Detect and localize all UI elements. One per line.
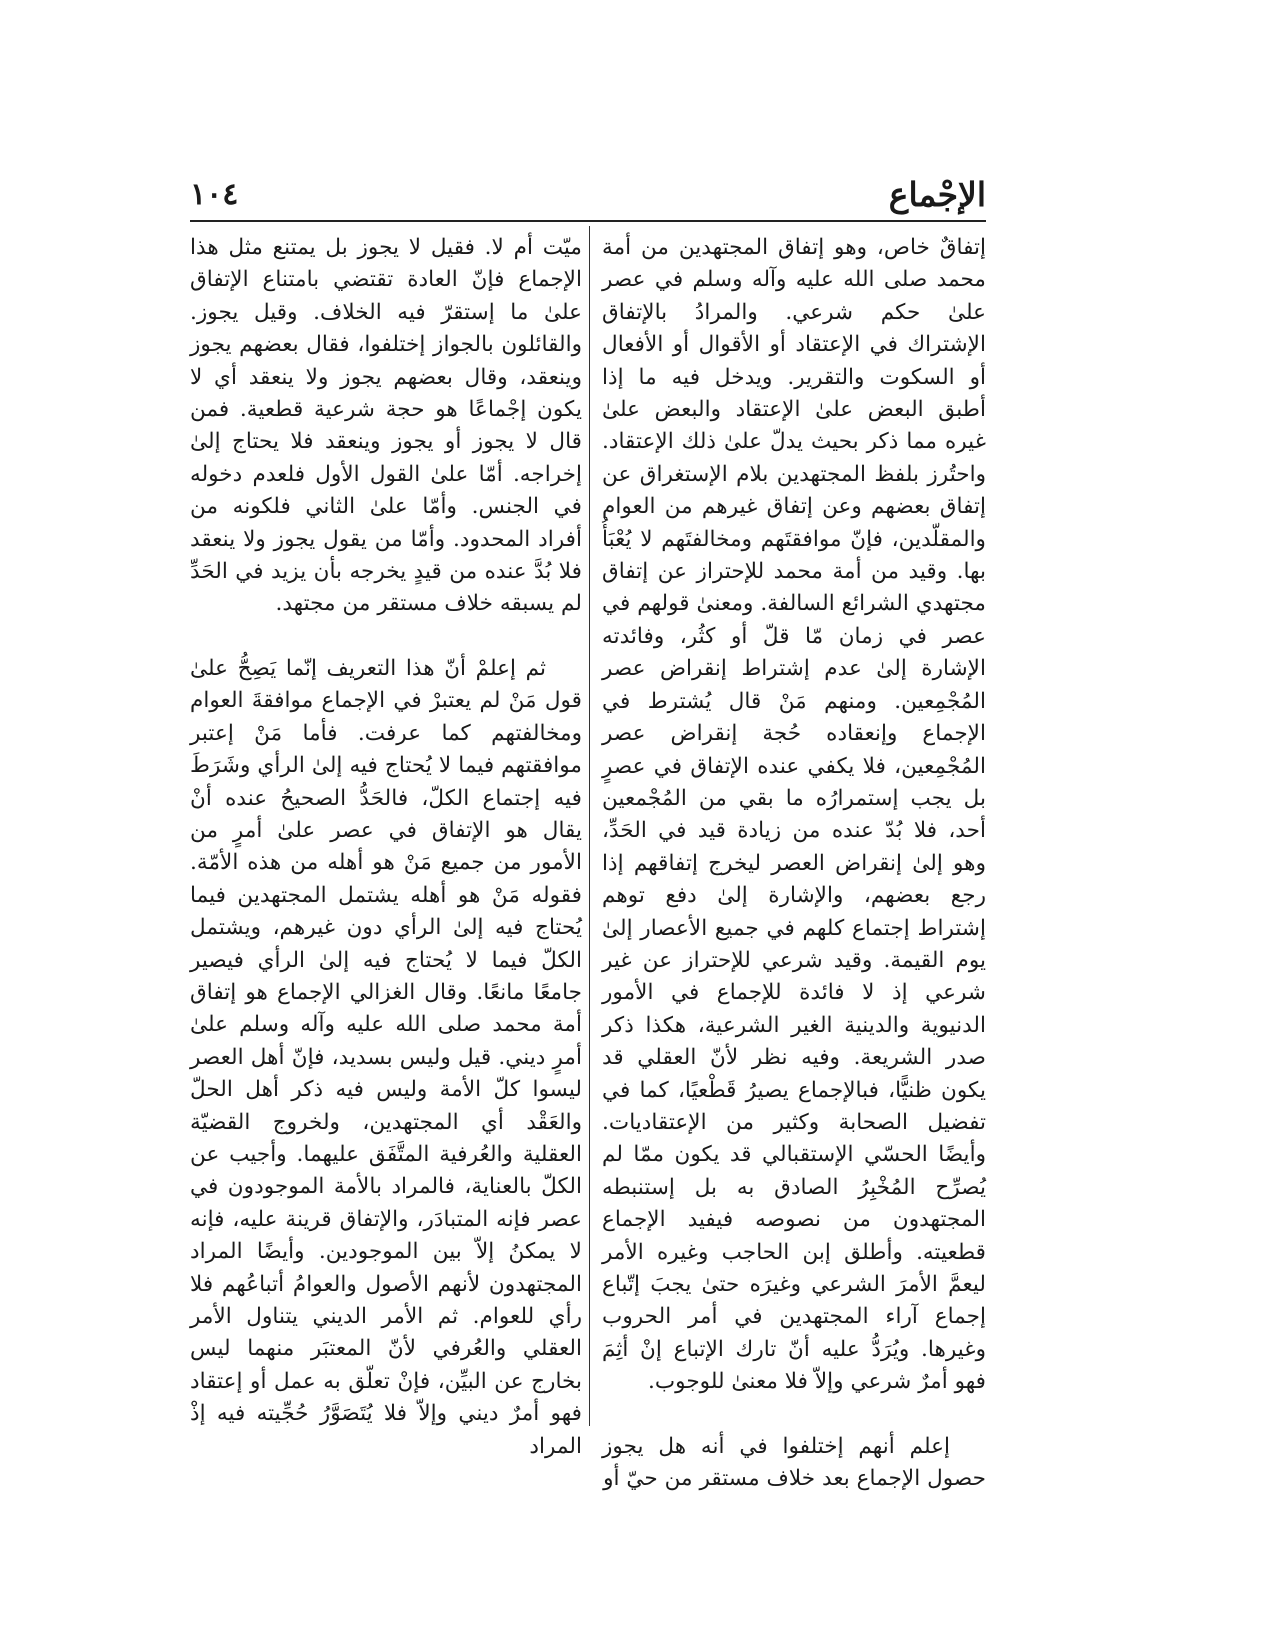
paragraph: ميّت أم لا. فقيل لا يجوز بل يمتنع مثل هذا الإجماع فإنّ العادة تقتضي بامتناع الإتفاق علىٰ ما إستقرّ فيه الخلاف. وقيل يجوز. والقائلون بالجواز إختلفوا، فقال بعضهم يجوز وينعقد، وقال بعضهم يجوز ولا ينعقد أي لا يكون إجْماعًا هو حجة شرعية قطعية. فمن قال لا يجوز أو يجوز وينعقد فلا يحتاج إلىٰ إخراجه. أمّا علىٰ القول الأول فلعدم دخوله في الجنس. وأمّا علىٰ الثاني فلكونه من أفراد المحدود. وأمّا من يقول يجوز ولا ينعقد فلا بُدَّ عنده من قيدٍ يخرجه بأن يزيد في الحَدِّ لم يسبقه خلاف مستقر من مجتهد. (190, 235, 582, 617)
paragraph: ثم إعلمْ أنّ هذا التعريف إنّما يَصِحُّ علىٰ قول مَنْ لم يعتبرْ في الإجماع موافقةَ العوام ومخالفتهم كما عرفت. فأما مَنْ إعتبر موافقتهم فيما لا يُحتاج فيه إلىٰ الرأي وشَرَطَ فيه إجتماع الكلّ، فالحَدُّ الصحيحُ عنده أنْ يقال هو الإتفاق في عصر علىٰ أمرٍ من الأمور من جميع مَنْ هو أهله من هذه الأمّة. فقوله مَنْ هو أهله يشتمل المجتهدين فيما يُحتاج فيه إلىٰ الرأي دون غيرهم، ويشتمل الكلّ فيما لا يُحتاج فيه إلىٰ الرأي فيصير جامعًا مانعًا. وقال الغزالي الإجماع هو إتفاق أمة محمد صلى الله عليه وآله وسلم علىٰ أمرٍ ديني. قيل وليس بسديد، فإنّ أهل العصر ليسوا كلّ الأمة وليس فيه ذكر أهل الحلّ والعَقْد أي المجتهدين، ولخروج القضيّة العقلية والعُرفية المتَّفَق عليهما. وأجيب عن الكلّ بالعناية، فالمراد بالأمة الموجودون في عصر فإنه المتبادَر، والإتفاق قرينة عليه، فإنه لا يمكنُ إلاّ بين الموجودين. وأيضًا المراد المجتهدون لأنهم الأصول والعوامُ أتباعُهم فلا رأي للعوام. ثم الأمر الديني يتناول الأمر العقلي والعُرفي لأنّ المعتبَر منهما ليس بخارج عن البيِّن، فإنْ تعلّق به عمل أو إعتقاد فهو أمرٌ ديني وإلاّ فلا يُتَصَوَّرُ حُجِّيته فيه إذْ المراد (190, 655, 582, 1459)
chapter-title: الإجْماع (888, 175, 986, 214)
page-header (190, 172, 986, 218)
header-divider (190, 220, 986, 222)
paragraph: إتفاقٌ خاص، وهو إتفاق المجتهدين من أمة محمد صلى الله عليه وآله وسلم في عصر علىٰ حكم شرعي. والمرادُ بالإتفاق الإشتراك في الإعتقاد أو الأقوال أو الأفعال أو السكوت والتقرير. ويدخل فيه ما إذا أطبق البعض علىٰ الإعتقاد والبعض علىٰ غيره مما ذكر بحيث يدلّ علىٰ ذلك الإعتقاد. واحتُرز بلفظ المجتهدين بلام الإستغراق عن إتفاق بعضهم وعن إتفاق غيرهم من العوام والمقلّدين، فإنّ موافقتَهم ومخالفتَهم لا يُعْبَأُ بها. وقيد من أمة محمد للإحتراز عن إتفاق مجتهدي الشرائع السالفة. ومعنىٰ قولهم في عصر في زمان مّا قلّ أو كثُر، وفائدته الإشارة إلىٰ عدم إشتراط إنقراض عصر المُجْمِعين. ومنهم مَنْ قال يُشترط في الإجماع وإنعقاده حُجة إنقراض عصر المُجْمِعين، فلا يكفي عنده الإتفاق في عصرٍ بل يجب إستمرارُه ما بقي من المُجْمعين أحد، فلا بُدّ عنده من زيادة قيد في الحَدِّ، وهو إلىٰ إنقراض العصر ليخرج إتفاقهم إذا رجع بعضهم، والإشارة إلىٰ دفع توهم إشتراط إجتماع كلهم في جميع الأعصار إلىٰ يوم القيمة. وقيد شرعي للإحتراز عن غير شرعي إذ لا فائدة للإجماع في الأمور الدنيوية والدينية الغير الشرعية، هكذا ذكر صدر الشريعة. وفيه نظر لأنّ العقلي قد يكون ظنيًّا، فبالإجماع يصيرُ قَطْعيًا، كما في تفضيل الصحابة وكثير من الإعتقاديات. وأيضًا الحسّي الإستقبالي قد يكون ممّا لم يُصرِّح المُخْبِرُ الصادق به بل إستنبطه المجتهدون من نصوصه فيفيد الإجماع قطعيته. وأطلق إبن الحاجب وغيره الأمر ليعمَّ الأمرَ الشرعي وغيرَه حتىٰ يجبَ إتّباع إجماع آراء المجتهدين في أمر الحروب وغيرها. ويُرَدُّ عليه أنّ تارك الإتباع إنْ أثِمَ فهو أمرٌ شرعي وإلاّ فلا معنىٰ للوجوب. (602, 235, 986, 1395)
right-column (602, 232, 986, 1495)
left-column (190, 232, 582, 1463)
column-divider (589, 226, 590, 1426)
page-number: ١٠٤ (190, 177, 239, 212)
paragraph: إعلم أنهم إختلفوا في أنه هل يجوز حصول الإجماع بعد خلاف مستقر من حيّ أو (602, 1433, 986, 1492)
